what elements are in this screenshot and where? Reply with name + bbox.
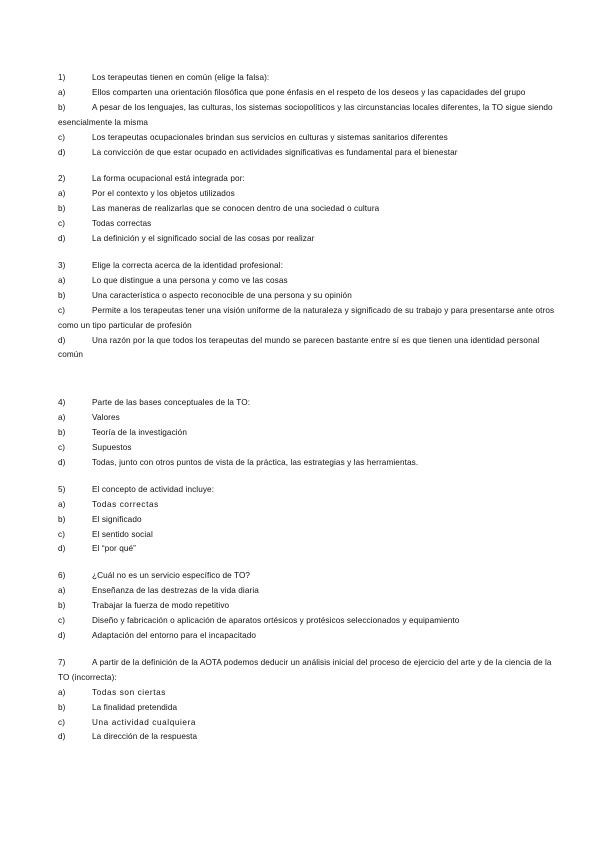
option-letter: b) [58, 601, 66, 611]
option-text: Todas correctas [92, 219, 152, 229]
option-text: Ellos comparten una orientación filosófica que pone énfasis en el respeto de los deseos y las capacidades del grupo [92, 87, 526, 97]
answer-option [58, 441, 560, 456]
option-text: Los terapeutas ocupacionales brindan sus servicios en culturas y sistemas sanitarios diferentes [92, 132, 448, 142]
answer-option [58, 232, 560, 247]
question-5 [58, 483, 560, 558]
option-text: Permite a los terapeutas tener una visión uniforme de la naturaleza y significado de su trabajo y para presentarse ante otros como un tipo particular de profesión [58, 305, 555, 330]
answer-option [58, 274, 560, 289]
option-text: Una característica o aspecto reconocible de una persona y su opinión [92, 290, 352, 300]
option-text: Una actividad cualquiera [92, 717, 197, 727]
option-letter: d) [58, 631, 66, 640]
answer-option [58, 498, 560, 513]
option-letter: a) [58, 499, 66, 509]
answer-option [58, 411, 560, 426]
answer-option [58, 716, 560, 731]
answer-option [58, 187, 560, 202]
option-text: Valores [92, 413, 120, 423]
question-3 [58, 259, 560, 363]
answer-option [58, 701, 560, 716]
option-letter: c) [58, 529, 66, 539]
answer-option [58, 542, 560, 557]
question-text: A partir de la definición de la AOTA podemos deducir un análisis inicial del proceso de ejercicio del arte y de la ciencia de la TO (incorrecta): [58, 657, 552, 682]
option-text: Las maneras de realizarlas que se conocen dentro de una sociedad o cultura [92, 204, 380, 214]
option-text: La definición y el significado social de las cosas por realizar [92, 234, 315, 244]
option-letter: d) [58, 457, 66, 467]
option-text: El sentido social [92, 529, 153, 539]
question-text: Parte de las bases conceptuales de la TO: [92, 398, 251, 408]
option-text: Todas correctas [92, 499, 159, 509]
answer-option [58, 289, 560, 304]
answer-option [58, 334, 560, 364]
question-stem [58, 71, 560, 86]
option-letter: d) [58, 544, 66, 554]
option-letter: c) [58, 717, 66, 727]
option-letter: a) [58, 87, 66, 97]
option-letter: b) [58, 290, 66, 300]
answer-option [58, 426, 560, 441]
question-stem [58, 656, 560, 686]
option-text: Lo que distingue a una persona y como ve las cosas [92, 275, 288, 285]
option-text: Teoría de la investigación [92, 428, 187, 438]
answer-option [58, 202, 560, 217]
question-number: 6) [58, 571, 66, 581]
option-text: Diseño y fabricación o aplicación de aparatos ortésicos y protésicos seleccionados y equipamiento [92, 616, 460, 626]
question-stem [58, 483, 560, 498]
option-letter: b) [58, 514, 66, 524]
question-6 [58, 569, 560, 644]
answer-option [58, 629, 560, 644]
answer-option [58, 513, 560, 528]
answer-option [58, 584, 560, 599]
question-stem [58, 259, 560, 274]
answer-option [58, 86, 560, 101]
question-text: La forma ocupacional está integrada por: [92, 174, 245, 184]
answer-option [58, 101, 560, 131]
question-number: 2) [58, 174, 66, 184]
option-letter: d) [58, 335, 66, 345]
option-letter: b) [58, 102, 66, 112]
option-letter: a) [58, 413, 66, 423]
option-letter: d) [58, 234, 66, 244]
option-letter: c) [58, 219, 66, 229]
answer-option [58, 686, 560, 701]
question-text: El concepto de actividad incluye: [92, 484, 215, 494]
option-text: Todas son ciertas [92, 687, 166, 697]
option-text: Enseñanza de las destrezas de la vida diaria [92, 586, 259, 596]
option-letter: a) [58, 275, 66, 285]
option-letter: a) [58, 586, 66, 596]
answer-option [58, 614, 560, 629]
question-1 [58, 71, 560, 160]
question-7 [58, 656, 560, 745]
option-letter: c) [58, 305, 66, 315]
question-text: Los terapeutas tienen en común (elige la falsa): [92, 73, 270, 82]
option-letter: b) [58, 428, 66, 438]
option-letter: b) [58, 204, 66, 214]
answer-option [58, 217, 560, 232]
option-letter: a) [58, 189, 66, 199]
option-text: Adaptación del entorno para el incapacitado [92, 631, 257, 640]
option-letter: c) [58, 616, 66, 626]
option-letter: c) [58, 443, 66, 453]
answer-option [58, 528, 560, 543]
answer-option [58, 131, 560, 146]
option-text: Todas, junto con otros puntos de vista de la práctica, las estrategias y las herramientas. [92, 457, 419, 467]
question-number: 3) [58, 260, 66, 270]
option-letter: d) [58, 147, 66, 157]
answer-option [58, 456, 560, 471]
option-text: La dirección de la respuesta [92, 732, 198, 742]
option-text: El “por qué” [92, 544, 136, 554]
answer-option [58, 730, 560, 745]
option-text: La finalidad pretendida [92, 702, 178, 712]
option-text: La convicción de que estar ocupado en actividades significativas es fundamental para el bienestar [92, 147, 458, 157]
answer-option [58, 304, 560, 334]
option-text: Supuestos [92, 443, 132, 453]
option-text: Una razón por la que todos los terapeutas del mundo se parecen bastante entre sí es que tienen una identidad personal común [58, 335, 540, 360]
option-text: A pesar de los lenguajes, las culturas, los sistemas sociopolíticos y las circunstancias locales diferentes, la TO sigue siendo esencialmente la misma [58, 102, 553, 127]
question-number: 5) [58, 484, 66, 494]
option-letter: c) [58, 132, 66, 142]
option-letter: a) [58, 687, 66, 697]
question-4 [58, 396, 560, 471]
option-text: Por el contexto y los objetos utilizados [92, 189, 235, 199]
question-text: Elige la correcta acerca de la identidad profesional: [92, 260, 283, 270]
question-stem [58, 396, 560, 411]
question-text: ¿Cuál no es un servicio específico de TO? [92, 571, 251, 581]
question-number: 4) [58, 398, 66, 408]
option-letter: d) [58, 732, 66, 742]
question-number: 7) [58, 657, 66, 667]
option-text: El significado [92, 514, 142, 524]
question-stem [58, 172, 560, 187]
option-text: Trabajar la fuerza de modo repetitivo [92, 601, 230, 611]
answer-option [58, 599, 560, 614]
question-stem [58, 569, 560, 584]
question-2 [58, 172, 560, 247]
option-letter: b) [58, 702, 66, 712]
question-number: 1) [58, 73, 66, 82]
answer-option [58, 146, 560, 161]
